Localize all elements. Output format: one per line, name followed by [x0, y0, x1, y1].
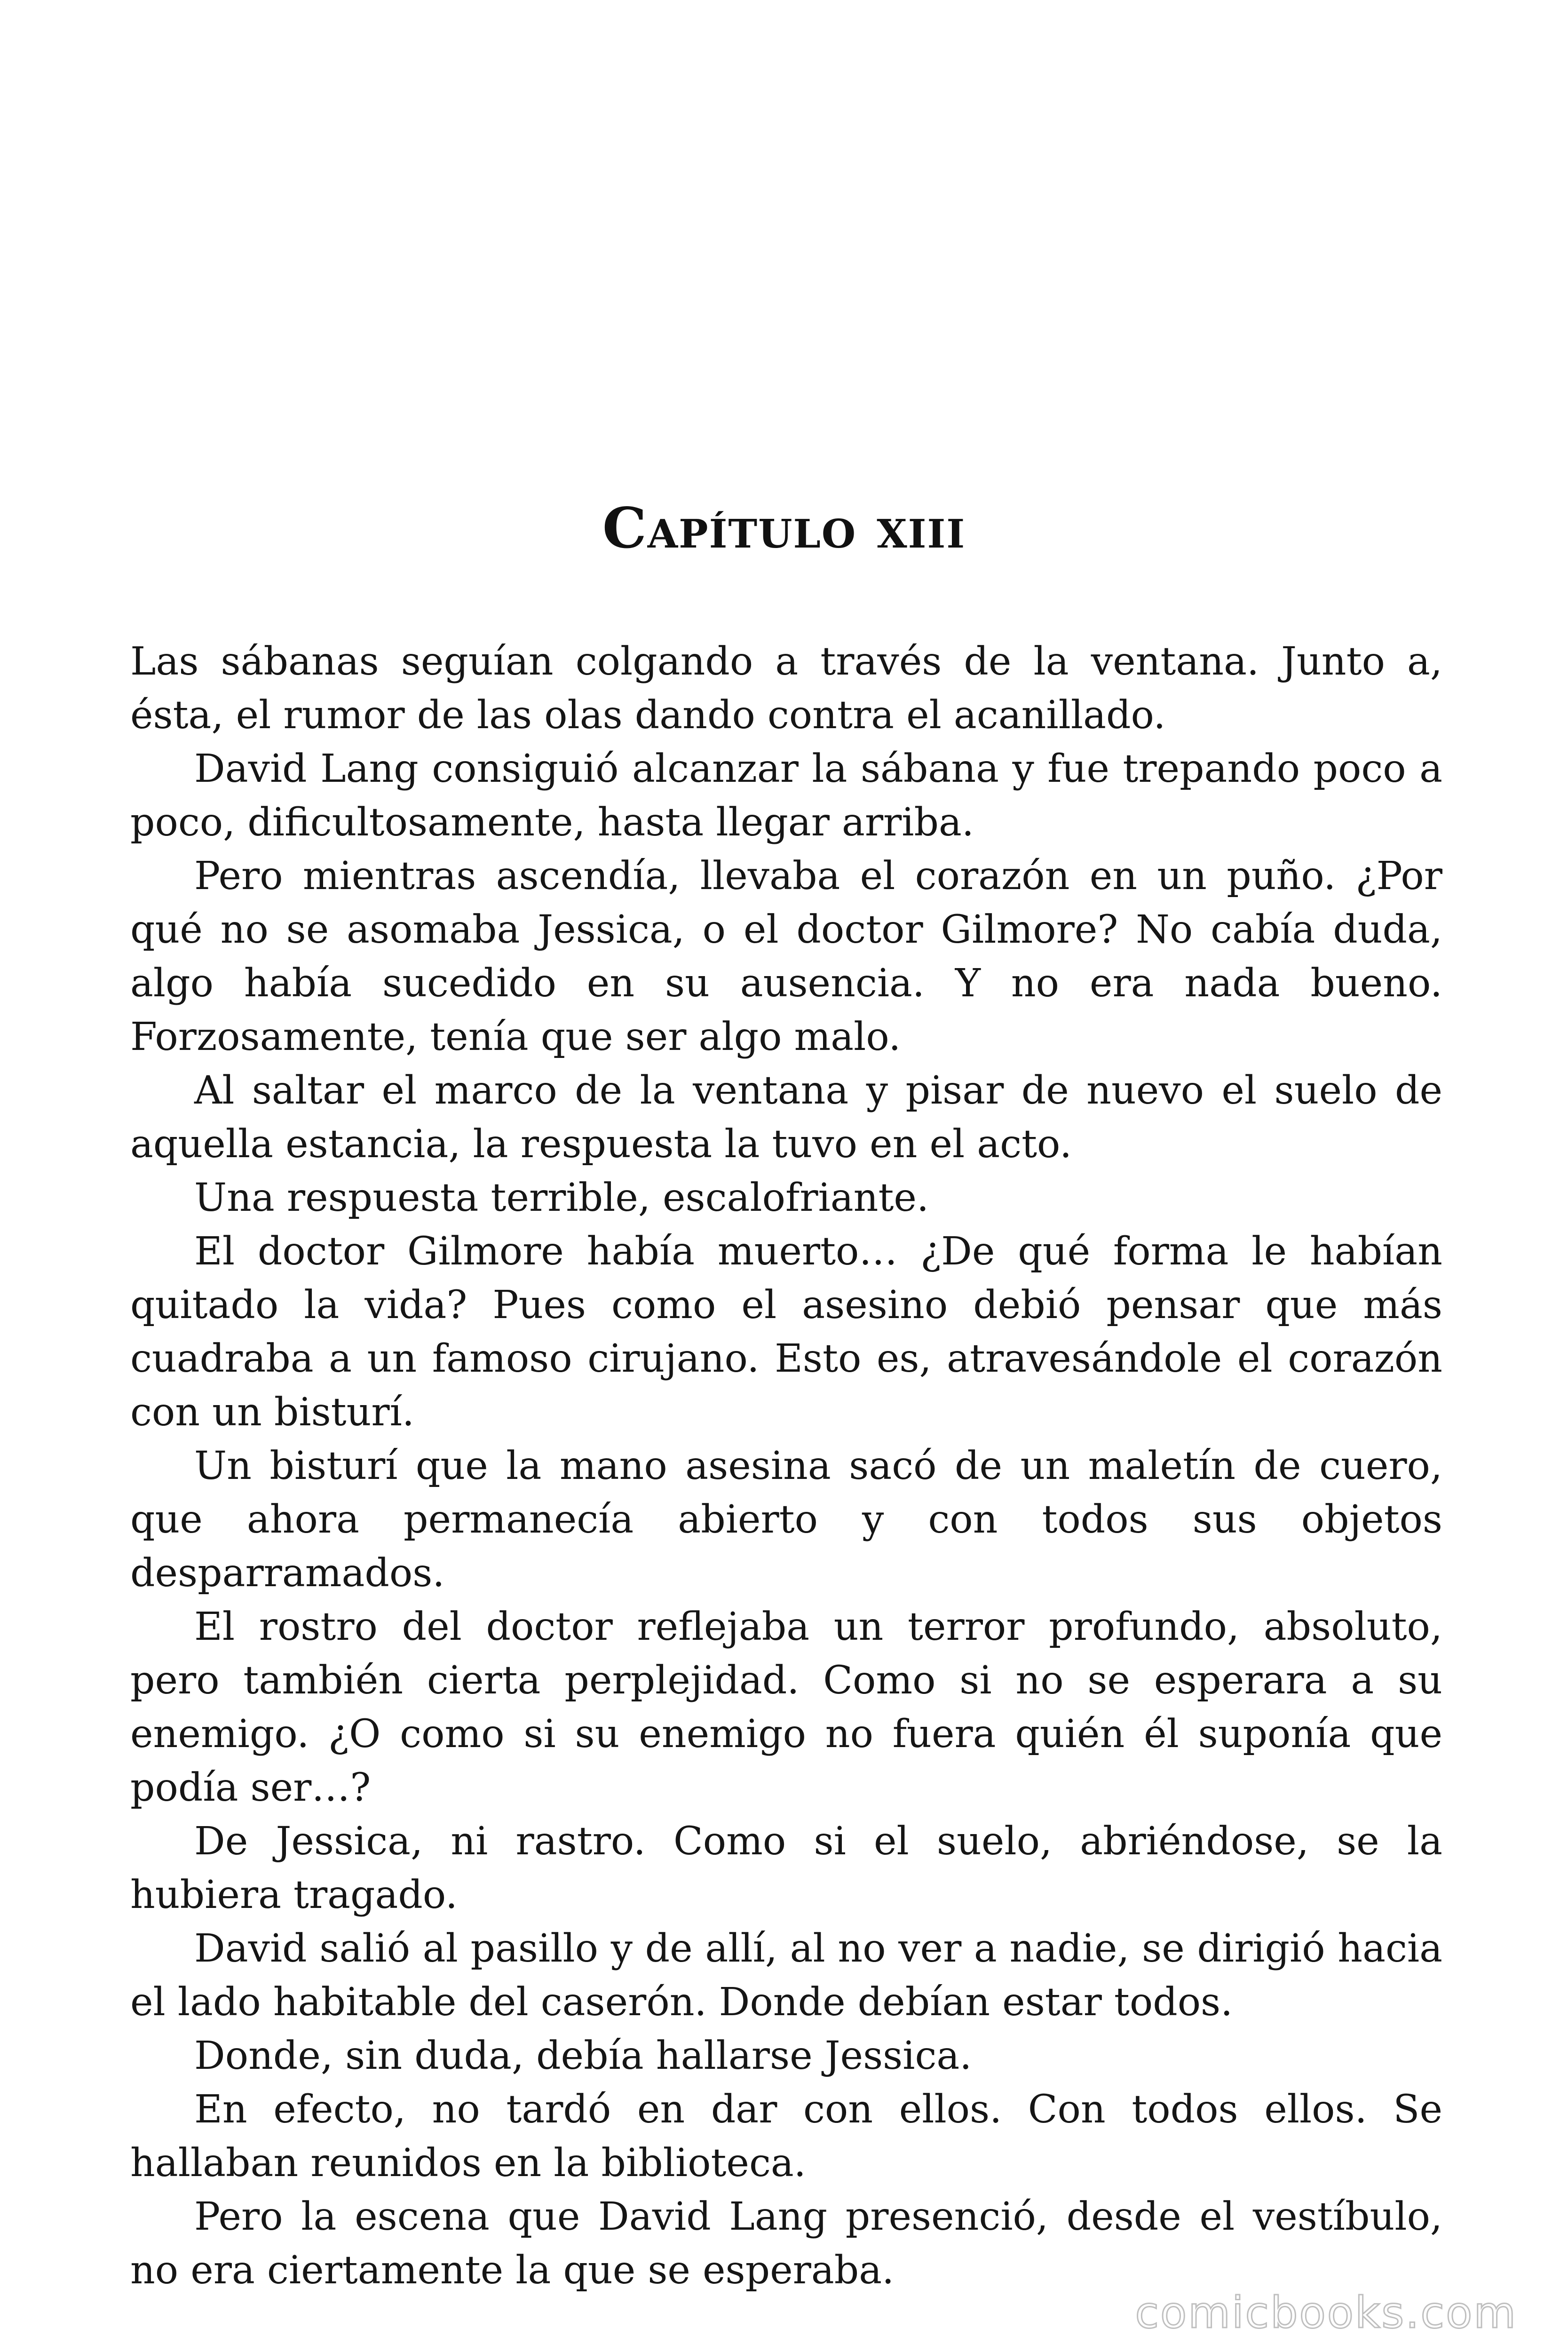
paragraph: Pero la escena que David Lang presenció, desde el vestíbulo, no era ciertamente la que se esperaba.: [130, 2194, 1442, 2293]
paragraph: Un bisturí que la mano asesina sacó de un maletín de cuero, que ahora permanecía abierto y con todos sus objetos desparramados.: [130, 1444, 1442, 1596]
paragraph: De Jessica, ni rastro. Como si el suelo, abriéndose, se la hubiera tragado.: [130, 1819, 1442, 1917]
paragraph: Pero mientras ascendía, llevaba el corazón en un puño. ¿Por qué no se asomaba Jessica, o el doctor Gilmore? No cabía duda, algo había sucedido en su ausencia. Y no era nada bueno. Forzosamente, tenía que ser algo malo.: [130, 854, 1442, 1059]
paragraph: En efecto, no tardó en dar con ellos. Con todos ellos. Se hallaban reunidos en la biblioteca.: [130, 2087, 1442, 2185]
paragraph: Las sábanas seguían colgando a través de la ventana. Junto a, ésta, el rumor de las olas dando contra el acanillado.: [130, 639, 1442, 738]
chapter-title: Capítulo xiii: [602, 495, 966, 561]
paragraph: Una respuesta terrible, escalofriante.: [194, 1176, 929, 1220]
paragraph: David Lang consiguió alcanzar la sábana y fue trepando poco a poco, dificultosamente, hasta llegar arriba.: [130, 747, 1442, 845]
paragraph: El doctor Gilmore había muerto… ¿De qué forma le habían quitado la vida? Pues como el asesino debió pensar que más cuadraba a un famoso cirujano. Esto es, atravesándole el corazón con un bisturí.: [130, 1229, 1442, 1435]
paragraph: Donde, sin duda, debía hallarse Jessica.: [194, 2034, 972, 2078]
paragraph: El rostro del doctor reflejaba un terror profundo, absoluto, pero también cierta perplejidad. Como si no se esperara a su enemigo. ¿O como si su enemigo no fuera quién él suponía que podía ser…?: [130, 1605, 1442, 1810]
watermark: comicbooks.com: [1135, 2288, 1517, 2338]
paragraph: David salió al pasillo y de allí, al no ver a nadie, se dirigió hacia el lado habitable del caserón. Donde debían estar todos.: [130, 1926, 1442, 2025]
chapter-body: [130, 635, 1442, 2297]
paragraph: Al saltar el marco de la ventana y pisar de nuevo el suelo de aquella estancia, la respuesta la tuvo en el acto.: [130, 1068, 1442, 1167]
